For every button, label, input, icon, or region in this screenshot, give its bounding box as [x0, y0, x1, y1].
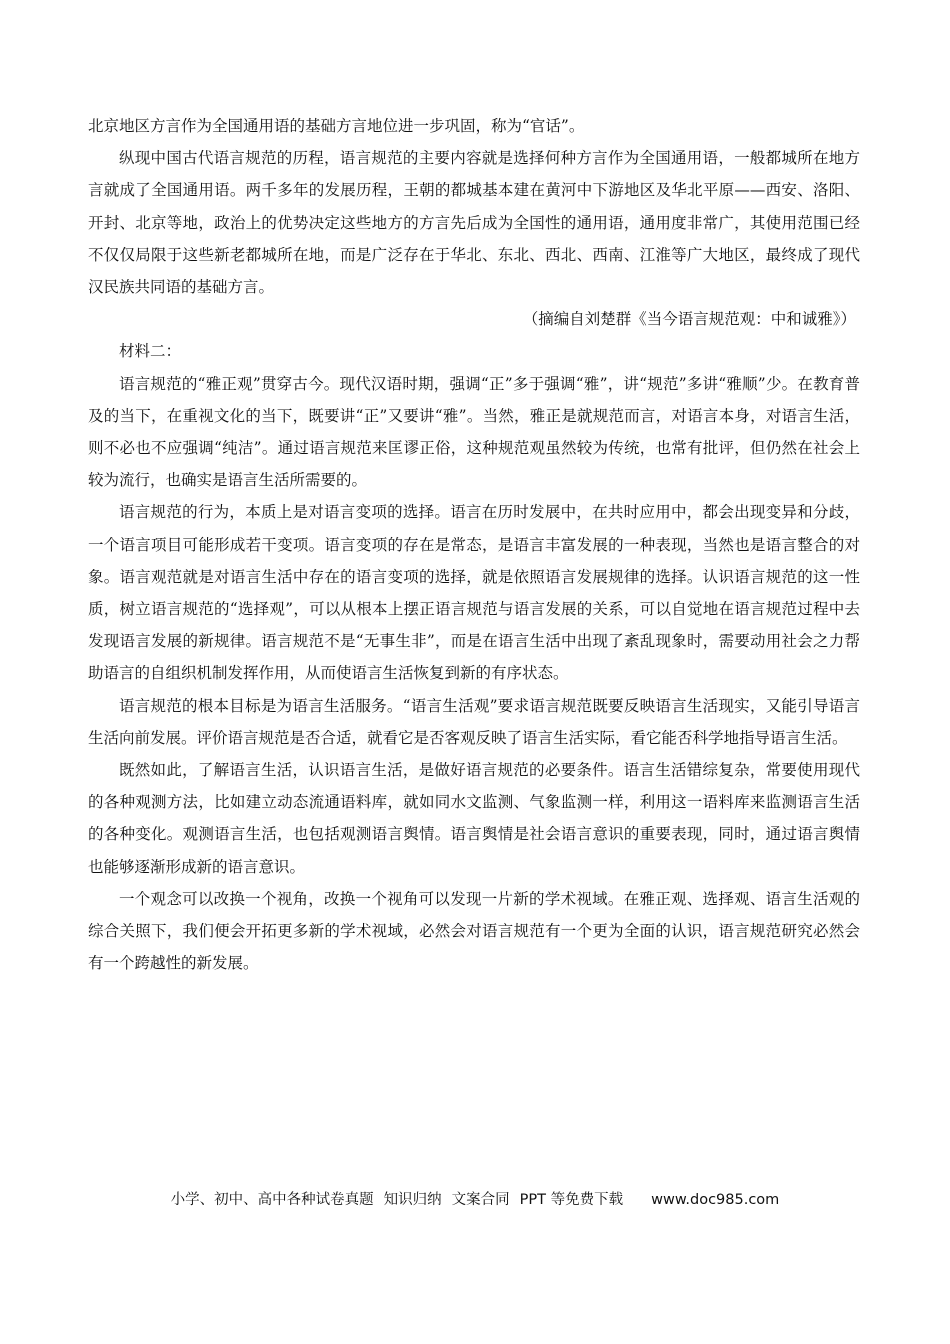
article-body [88, 110, 860, 979]
footer-text-end: 文案合同 [451, 1192, 510, 1208]
paragraph-observation: 既然如此，了解语言生活，认识语言生活，是做好语言规范的必要条件。语言生活错综复杂，常要使用现代的各种观测方法，比如建立动态流通语料库，就如同水文监测、气象监测一样，利用这一语料库来监测语言生活的各种变化。观测语言生活，也包括观测语言舆情。语言舆情是社会语言意识的重要表现，同时，通过语言舆情也能够逐渐形成新的语言意识。 [88, 761, 860, 876]
footer-text-main: 小学、初中、高中各种试卷真题 [170, 1192, 374, 1208]
opening-line: 北京地区方言作为全国通用语的基础方言地位进一步巩固，称为“官话”。 [88, 117, 585, 135]
paragraph-yazheng: 语言规范的“雅正观”贯穿古今。现代汉语时期，强调“正”多于强调“雅”，讲“规范”多讲“雅顺”少。在教育普及的当下，在重视文化的当下，既要讲“正”又要讲“雅”。当然，雅正是就规范而言，对语言本身，对语言生活，则不必也不应强调“纯洁”。通过语言规范来匡谬正俗，这种规范观虽然较为传统，也常有批评，但仍然在社会上较为流行，也确实是语言生活所需要的。 [88, 374, 860, 490]
paragraph-language-life: 语言规范的根本目标是为语言生活服务。“语言生活观”要求语言规范既要反映语言生活现实，又能引导语言生活向前发展。评价语言规范是否合适，就看它是否客观反映了语言生活实际，看它能否科学地指导语言生活。 [88, 696, 860, 747]
footer-text-mid: 知识归纳 [383, 1192, 442, 1208]
source-citation: （摘编自刘楚群《当今语言规范观：中和诚雅》） [522, 310, 856, 329]
history-paragraph: 纵现中国古代语言规范的历程，语言规范的主要内容就是选择何种方言作为全国通用语，一般都城所在地方言就成了全国通用语。两千多年的发展历程，王朝的都城基本建在黄河中下游地区及华北平原——西安、洛阳、开封、北京等地，政治上的优势决定这些地方的方言先后成为全国性的通用语，通用度非常广，其使用范围已经不仅仅局限于这些新老都城所在地，而是广泛存在于华北、东北、西北、西南、江淮等广大地区，最终成了现代汉民族共同语的基础方言。 [88, 149, 860, 297]
footer-url[interactable]: www.doc985.com [651, 1192, 780, 1208]
paragraph-conclusion: 一个观念可以改换一个视角，改换一个视角可以发现一片新的学术视域。在雅正观、选择观、语言生活观的综合关照下，我们便会开拓更多新的学术视域，必然会对语言规范有一个更为全面的认识，语言规范研究必然会有一个跨越性的新发展。 [88, 889, 860, 973]
page-footer [0, 1188, 950, 1209]
paragraph-selection: 语言规范的行为，本质上是对语言变项的选择。语言在历时发展中，在共时应用中，都会出现变异和分歧，一个语言项目可能形成若干变项。语言变项的存在是常态，是语言丰富发展的一种表现，当然也是语言整合的对象。语言观范就是对语言生活中存在的语言变项的选择，就是依照语言发展规律的选择。认识语言规范的这一性质，树立语言规范的“选择观”，可以从根本上摆正语言规范与语言发展的关系，可以自觉地在语言规范过程中去发现语言发展的新规律。语言规范不是“无事生非”，而是在语言生活中出现了紊乱现象时，需要动用社会之力帮助语言的自组织机制发挥作用，从而使语言生活恢复到新的有序状态。 [88, 503, 860, 683]
footer-text-ppt: PPT 等免费下载 [519, 1192, 624, 1208]
material-two-heading: 材料二： [119, 342, 182, 361]
